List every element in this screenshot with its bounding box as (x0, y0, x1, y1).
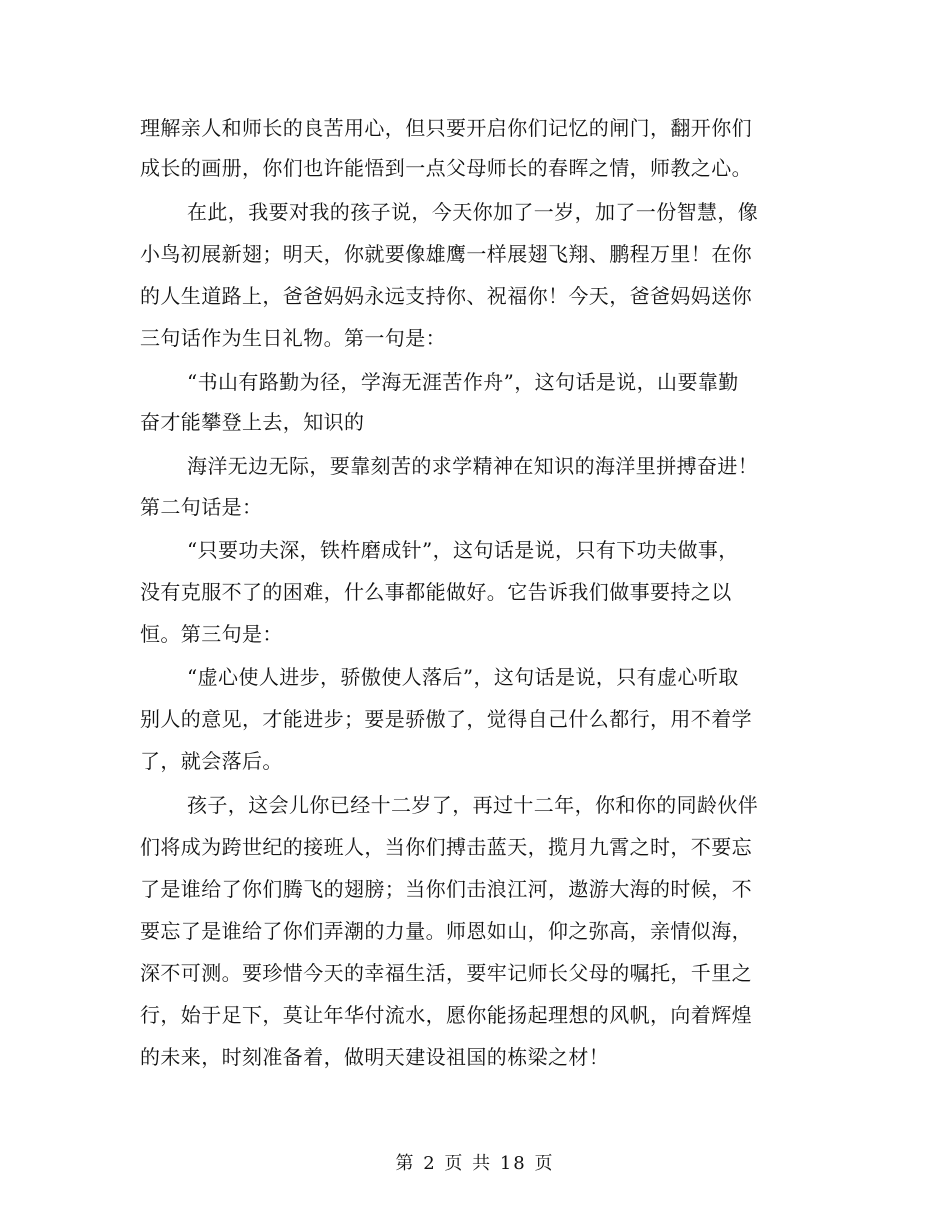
text-line: 了是谁给了你们腾飞的翅膀；当你们击浪江河，遨游大海的时候，不 (140, 877, 752, 901)
text-line: 奋才能攀登上去，知识的 (140, 410, 365, 434)
text-line: 成长的画册，你们也许能悟到一点父母师长的春晖之情，师教之心。 (140, 156, 752, 180)
text-line: 的人生道路上，爸爸妈妈永远支持你、祝福你！今天，爸爸妈妈送你 (140, 284, 752, 308)
text-line: 理解亲人和师长的良苦用心，但只要开启你们记忆的闸门，翻开你们 (140, 116, 752, 140)
text-line: 行，始于足下，莫让年华付流水，愿你能扬起理想的风帆，向着辉煌 (140, 1003, 752, 1027)
text-line: 了，就会落后。 (140, 749, 283, 773)
text-line: 要忘了是谁给了你们弄潮的力量。师恩如山，仰之弥高，亲情似海， (140, 919, 752, 943)
text-line: 的未来，时刻准备着，做明天建设祖国的栋梁之材！ (140, 1045, 610, 1069)
text-line: 孩子，这会儿你已经十二岁了，再过十二年，你和你的同龄伙伴 (187, 793, 759, 817)
page-number-footer: 第 2 页 共 18 页 (395, 1153, 555, 1174)
text-line: 三句话作为生日礼物。第一句是： (140, 326, 446, 350)
text-line: 小鸟初展新翅；明天，你就要像雄鹰一样展翅飞翔、鹏程万里！在你 (140, 242, 752, 266)
text-line: “虚心使人进步，骄傲使人落后”，这句话是说，只有虚心听取 (187, 665, 739, 689)
text-line: 海洋无边无际，要靠刻苦的求学精神在知识的海洋里拼搏奋进！ (187, 454, 759, 478)
text-line: 在此，我要对我的孩子说，今天你加了一岁，加了一份智慧，像 (187, 200, 759, 224)
text-line: 没有克服不了的困难，什么事都能做好。它告诉我们做事要持之以 (140, 580, 732, 604)
text-line: “书山有路勤为径，学海无涯苦作舟”，这句话是说，山要靠勤 (187, 370, 739, 394)
text-line: “只要功夫深，铁杵磨成针”，这句话是说，只有下功夫做事， (187, 538, 739, 562)
text-line: 别人的意见，才能进步；要是骄傲了，觉得自己什么都行，用不着学 (140, 707, 752, 731)
text-line: 第二句话是： (140, 495, 263, 519)
text-line: 深不可测。要珍惜今天的幸福生活，要牢记师长父母的嘱托，千里之 (140, 961, 752, 985)
text-line: 们将成为跨世纪的接班人，当你们搏击蓝天，揽月九霄之时，不要忘 (140, 835, 752, 859)
text-line: 恒。第三句是： (140, 622, 283, 646)
